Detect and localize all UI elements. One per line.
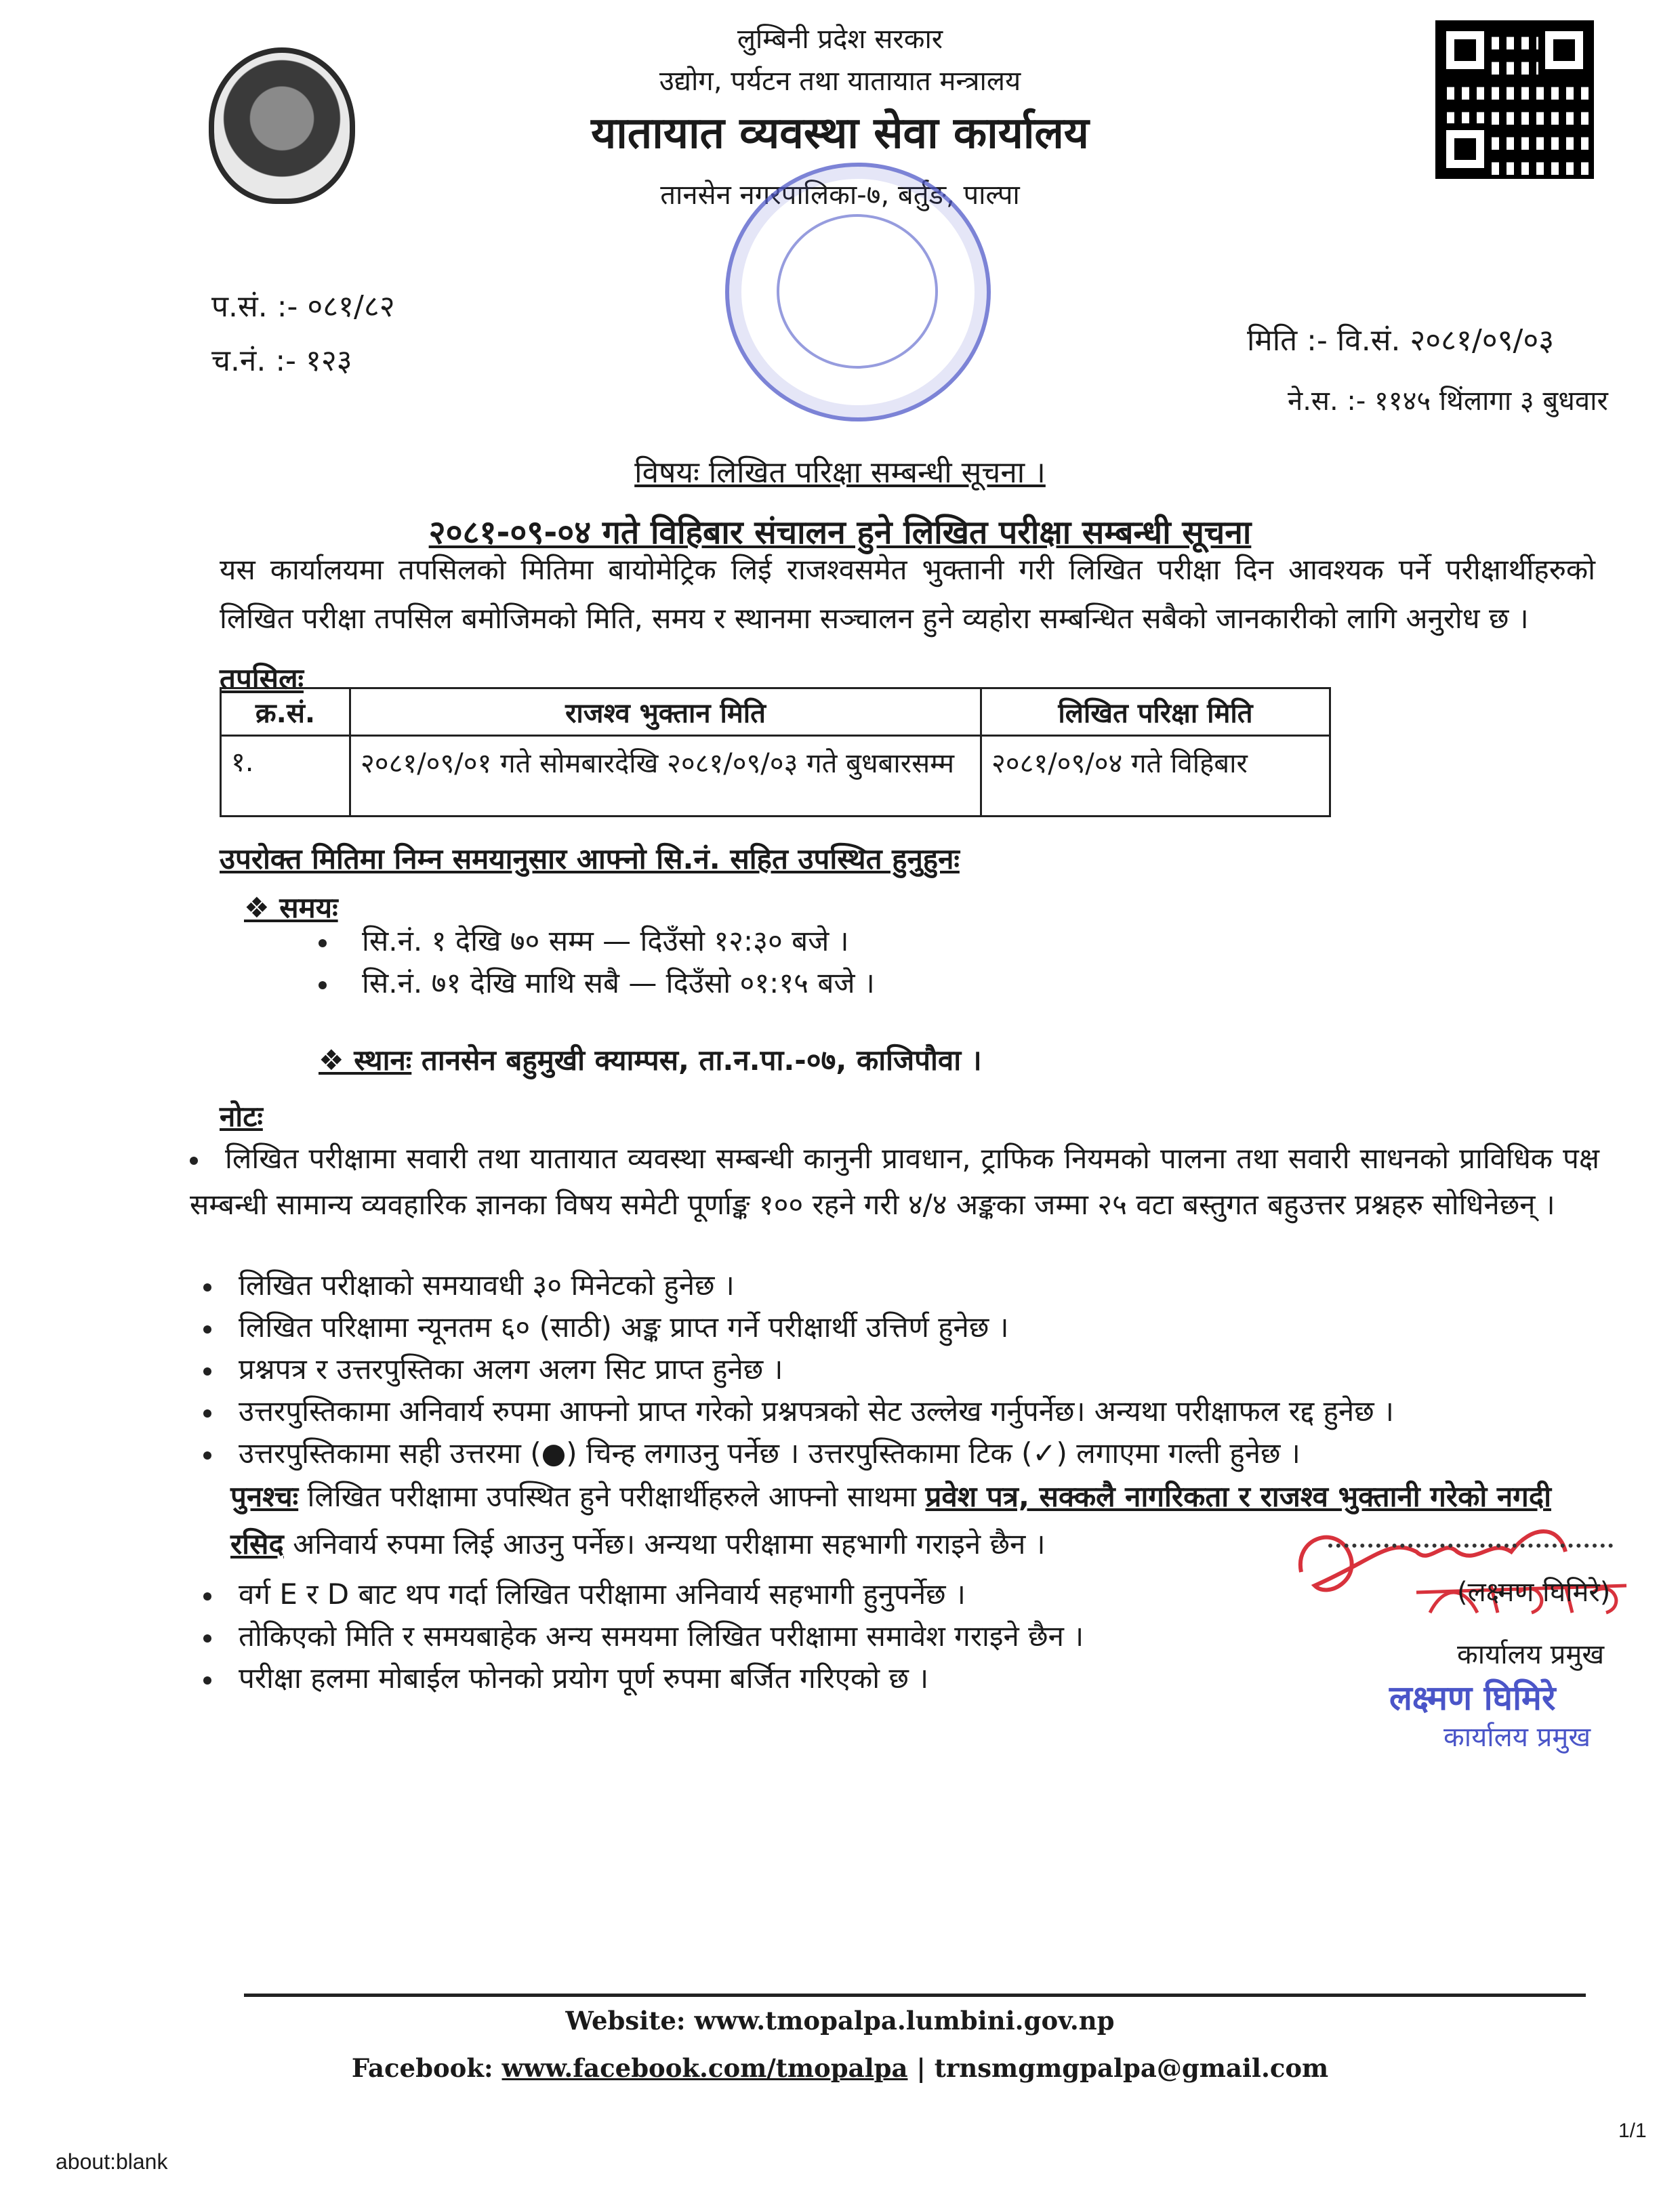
bullet-icon	[319, 981, 327, 989]
notice-title: २०८१-०९-०४ गते विहिबार संचालन हुने लिखित परीक्षा सम्बन्धी सूचना	[428, 514, 1252, 552]
signatory-stamp-title: कार्यालय प्रमुख	[1443, 1722, 1591, 1753]
intro-paragraph: यस कार्यालयमा तपसिलको मितिमा बायोमेट्रिक लिई राजश्वसमेत भुक्तानी गरी लिखित परीक्षा दिन आवश्यक पर्ने परीक्षार्थीहरुको लिखित परीक्षा तपसिल बमोजिमको मिति, समय र स्थानमा सञ्चालन हुने व्यहोरा सम्बन्धित सबैको जानकारीको लागि अनुरोध छ ।	[220, 553, 1595, 635]
list-item: वर्ग E र D बाट थप गर्दा लिखित परीक्षामा अनिवार्य सहभागी हुनुपर्नेछ ।	[203, 1573, 966, 1615]
exam-schedule-table	[220, 687, 1331, 817]
list-item: प्रश्नपत्र र उत्तरपुस्तिका अलग अलग सिट प्राप्त हुनेछ ।	[203, 1348, 783, 1390]
list-item: परीक्षा हलमा मोबाईल फोनको प्रयोग पूर्ण रुपमा बर्जित गरिएको छ ।	[203, 1657, 928, 1699]
bullet-icon	[203, 1367, 211, 1376]
venue-value: तानसेन बहुमुखी क्याम्पस, ता.न.पा.-०७, काजिपौवा ।	[421, 1044, 982, 1077]
signature-line	[1328, 1544, 1613, 1548]
signatory-title: कार्यालय प्रमुख	[1457, 1639, 1605, 1670]
header-line2: उद्योग, पर्यटन तथा यातायात मन्त्रालय	[659, 66, 1021, 97]
patra-sankhya: प.सं. :- ०८१/८२	[211, 289, 395, 324]
bullet-icon	[190, 1157, 198, 1165]
office-stamp-icon	[725, 163, 991, 421]
cell-exam-date: २०८१/०९/०४ गते विहिबार	[981, 736, 1330, 817]
punascha-paragraph: पुनश्चः लिखित परीक्षामा उपस्थित हुने परीक्षार्थीहरुले आफ्नो साथमा प्रवेश पत्र, सक्कलै नागरिकता र राजश्व भुक्तानी गरेको नगदी रसिद अनिवार्य रुपमा लिई आउनु पर्नेछ। अन्यथा परीक्षामा सहभागी गराइने छैन ।	[230, 1480, 1551, 1561]
bullet-icon	[203, 1634, 211, 1643]
list-item: उत्तरपुस्तिकामा सही उत्तरमा (●) चिन्ह लगाउनु पर्नेछ । उत्तरपुस्तिकामा टिक (✓) लगाएमा गल्ती हुनेछ ।	[203, 1432, 1300, 1474]
office-title: यातायात व्यवस्था सेवा कार्यालय	[591, 108, 1089, 159]
col-header-sn: क्र.सं.	[221, 688, 350, 736]
col-header-payment-date: राजश्व भुक्तान मिति	[350, 688, 981, 736]
col-header-exam-date: लिखित परिक्षा मिति	[981, 688, 1330, 736]
footer-website: Website: www.tmopalpa.lumbini.gov.np	[565, 2006, 1115, 2036]
bullet-icon	[319, 939, 327, 947]
tapsil-label: तपसिलः	[220, 662, 304, 695]
chalani-number: च.नं. :- १२३	[211, 344, 352, 378]
subject-line: विषयः लिखित परिक्षा सम्बन्धी सूचना ।	[634, 455, 1046, 490]
attendance-instruction: उपरोक्त मितिमा निम्न समयानुसार आफ्नो सि.नं. सहित उपस्थित हुनुहुनः	[220, 842, 960, 875]
date: मिति :- वि.सं. २०८१/०९/०३	[1247, 323, 1555, 358]
print-page-number: 1/1	[1618, 2120, 1647, 2142]
signatory-stamp-name: लक्ष्मण घिमिरे	[1389, 1678, 1556, 1718]
venue-label: ❖ स्थानः	[319, 1044, 412, 1077]
nepal-sambat-date: ने.स. :- ११४५ थिंलागा ३ बुधवार	[1288, 386, 1608, 417]
header-line1: लुम्बिनी प्रदेश सरकार	[737, 24, 943, 55]
bullet-icon	[203, 1409, 211, 1418]
list-item: उत्तरपुस्तिकामा अनिवार्य रुपमा आफ्नो प्राप्त गरेको प्रश्नपत्रको सेट उल्लेख गर्नुपर्नेछ। अन्यथा परीक्षाफल रद्द हुनेछ ।	[203, 1390, 1394, 1432]
facebook-link[interactable]: www.facebook.com/tmopalpa	[501, 2053, 908, 2083]
footer-divider	[244, 1994, 1586, 1997]
email-link[interactable]: trnsmgmgpalpa@gmail.com	[934, 2053, 1329, 2083]
bullet-icon	[203, 1451, 211, 1460]
bullet-icon	[203, 1325, 211, 1334]
notes-label: नोटः	[220, 1100, 263, 1133]
bullet-icon	[203, 1592, 211, 1601]
bullet-icon	[203, 1283, 211, 1292]
signatory-name: (लक्ष्मण घिमिरे)	[1457, 1577, 1611, 1608]
list-item: लिखित परीक्षामा सवारी तथा यातायात व्यवस्था सम्बन्धी कानुनी प्रावधान, ट्राफिक नियमको पालना तथा सवारी साधनको प्राविधिक पक्ष सम्बन्धी सामान्य व्यवहारिक ज्ञानका विषय समेटी पूर्णाङ्क १०० रहने गरी ४/४ अङ्कका जम्मा २५ वटा बस्तुगत बहुउत्तर प्रश्नहरु सोधिनेछन् ।	[190, 1142, 1599, 1221]
required-documents: प्रवेश पत्र, सक्कलै नागरिकता र राजश्व भुक्तानी गरेको नगदी रसिद	[230, 1480, 1551, 1561]
list-item: सि.नं. १ देखि ७० सम्म — दिउँसो १२:३० बजे ।	[319, 920, 849, 962]
list-item: लिखित परीक्षाको समयावधी ३० मिनेटको हुनेछ ।	[203, 1264, 735, 1306]
office-address: तानसेन नगरपालिका-७, बर्तुङ, पाल्पा	[660, 180, 1020, 211]
cell-sn: १.	[221, 736, 350, 817]
list-item: लिखित परिक्षामा न्यूनतम ६० (साठी) अङ्क प्राप्त गर्ने परीक्षार्थी उत्तिर्ण हुनेछ ।	[203, 1306, 1009, 1348]
time-label: ❖ समयः	[244, 891, 338, 924]
punascha-label: पुनश्चः	[230, 1480, 299, 1513]
print-url: about:blank	[56, 2149, 168, 2174]
cell-payment-date: २०८१/०९/०१ गते सोमबारदेखि २०८१/०९/०३ गते बुधबारसम्म	[350, 736, 981, 817]
footer-contact: Facebook: www.facebook.com/tmopalpa | trnsmgmgpalpa@gmail.com	[351, 2053, 1329, 2083]
venue-line	[319, 1040, 982, 1079]
website-link[interactable]: www.tmopalpa.lumbini.gov.np	[694, 2006, 1115, 2036]
list-item: तोकिएको मिति र समयबाहेक अन्य समयमा लिखित परीक्षामा समावेश गराइने छैन ।	[203, 1615, 1084, 1657]
bullet-icon	[203, 1676, 211, 1685]
list-item: सि.नं. ७१ देखि माथि सबै — दिउँसो ०१:१५ बजे ।	[319, 962, 875, 1004]
table-header-row	[221, 688, 1330, 736]
table-row	[221, 736, 1330, 817]
